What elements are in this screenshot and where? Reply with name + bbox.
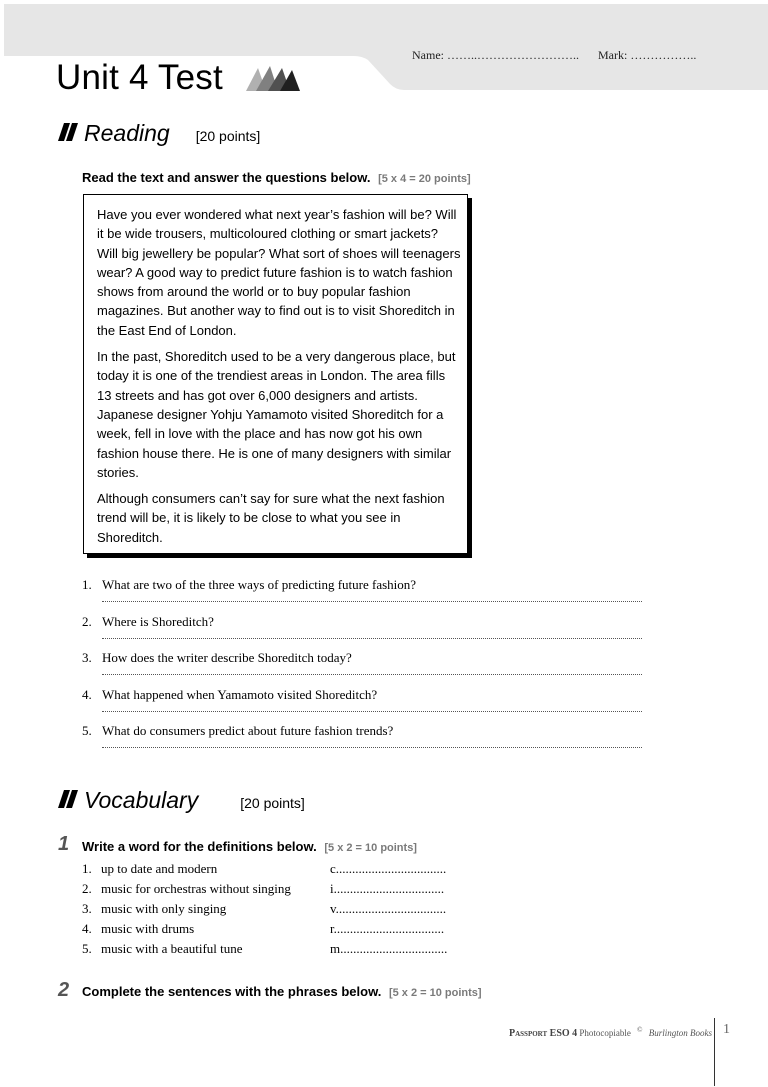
definition-answer-blank[interactable]: c..................................: [330, 861, 447, 876]
answer-line[interactable]: [102, 711, 642, 712]
definition-text: music with a beautiful tune: [101, 941, 243, 956]
vocabulary-points: [20 points]: [240, 795, 305, 811]
definition-answer-blank[interactable]: m.................................: [330, 941, 448, 956]
vocabulary-title: Vocabulary: [84, 787, 199, 813]
definition-list: [82, 861, 502, 961]
footer-photocopiable: Photocopiable: [579, 1028, 631, 1038]
page-number: 1: [723, 1022, 730, 1037]
exercise-number: 1: [58, 833, 70, 855]
reading-instruction-points: [5 x 4 = 20 points]: [378, 173, 471, 185]
question-number: 4.: [82, 686, 92, 702]
question-text: Where is Shoreditch?: [102, 613, 214, 629]
definition-answer-blank[interactable]: v..................................: [330, 901, 447, 916]
reading-points: [20 points]: [195, 128, 261, 144]
answer-line[interactable]: [102, 674, 642, 675]
name-mark-fields: [412, 48, 696, 63]
definition-row: [82, 941, 502, 961]
vocab-ex2-instruction-points: [5 x 2 = 10 points]: [388, 987, 482, 999]
definition-row: [82, 861, 502, 881]
footer-publisher: Burlington Books: [648, 1028, 712, 1038]
reading-instruction-text: Read the text and answer the questions below.: [82, 170, 371, 185]
definition-text: music for orchestras without singing: [101, 881, 291, 896]
definition-text: up to date and modern: [101, 861, 218, 876]
vocab-ex1-instruction-text: Write a word for the definitions below.: [82, 839, 317, 854]
definition-row: [82, 921, 502, 941]
definition-number: 2.: [82, 881, 92, 896]
answer-line[interactable]: [102, 638, 642, 639]
question-text: What are two of the three ways of predicting future fashion?: [102, 577, 417, 592]
reading-paragraph: Have you ever wondered what next year’s fashion will be? Will it be wide trousers, multicoloured clothing or smart jackets? Will big jewellery be popular? What sort of shoes will teenagers wear? A good way to predict future fashion is to watch fashion shows from around the world or to buy popular fashion magazines. But another way to find out is to visit Shoreditch in the East End of London.: [97, 207, 461, 338]
vocab-ex2-instruction: [82, 984, 482, 999]
answer-line[interactable]: [102, 601, 642, 602]
vocab-ex1-instruction-points: [5 x 2 = 10 points]: [324, 842, 417, 854]
definition-row: [82, 901, 502, 921]
vocabulary-heading: [58, 787, 305, 814]
vocab-ex1-instruction: [82, 839, 417, 854]
mark-field[interactable]: Mark: ……………..: [598, 48, 697, 62]
reading-text-box: [83, 194, 468, 554]
definition-number: 4.: [82, 921, 92, 936]
reading-questions: [82, 577, 642, 760]
vocab-ex2-instruction-text: Complete the sentences with the phrases below.: [82, 984, 382, 999]
definition-text: music with drums: [101, 921, 195, 936]
question-number: 1.: [82, 577, 92, 592]
definition-number: 1.: [82, 861, 92, 876]
question-item: [82, 577, 642, 614]
question-number: 5.: [82, 723, 92, 738]
footer: [509, 1026, 712, 1039]
reading-heading: [58, 120, 260, 147]
question-item: [82, 723, 642, 760]
question-text: What do consumers predict about future fashion trends?: [102, 723, 394, 738]
reading-instruction: [82, 170, 471, 185]
question-item: [82, 650, 642, 687]
definition-row: [82, 881, 502, 901]
reading-paragraph: Although consumers can’t say for sure what the next fashion trend will be, it is likely to be close to what you see in Shoreditch.: [97, 491, 445, 545]
section-marker-icon: [58, 790, 78, 808]
definition-answer-blank[interactable]: i..................................: [330, 881, 445, 896]
unit-title: Unit 4 Test: [56, 58, 223, 97]
mountain-logo-icon: [246, 66, 300, 92]
definition-text: music with only singing: [101, 901, 227, 916]
question-text: What happened when Yamamoto visited Shoreditch?: [102, 686, 378, 702]
definition-number: 5.: [82, 941, 92, 956]
definition-answer-blank[interactable]: r..................................: [330, 921, 445, 936]
question-item: [82, 687, 642, 724]
exercise-number: 2: [58, 979, 70, 1001]
name-field[interactable]: Name: ……..……………………..: [412, 48, 579, 62]
section-marker-icon: [58, 123, 78, 141]
footer-brand: Passport ESO 4: [509, 1028, 578, 1039]
footer-divider: [714, 1018, 715, 1086]
definition-number: 3.: [82, 901, 92, 916]
answer-line[interactable]: [102, 747, 642, 748]
question-number: 2.: [82, 613, 92, 629]
question-text: How does the writer describe Shoreditch today?: [102, 650, 352, 665]
reading-title: Reading: [84, 120, 170, 146]
question-number: 3.: [82, 650, 92, 665]
copyright-symbol: ©: [637, 1026, 643, 1034]
question-item: [82, 614, 642, 651]
reading-paragraph: In the past, Shoreditch used to be a very dangerous place, but today it is one of the trendiest areas in London. The area fills 13 streets and has got over 6,000 designers and artists. Japanese designer Yohju Yamamoto visited Shoreditch for a week, fell in love with the place and has now got his own fashion house there. He is one of many designers with similar stories.: [97, 349, 456, 480]
